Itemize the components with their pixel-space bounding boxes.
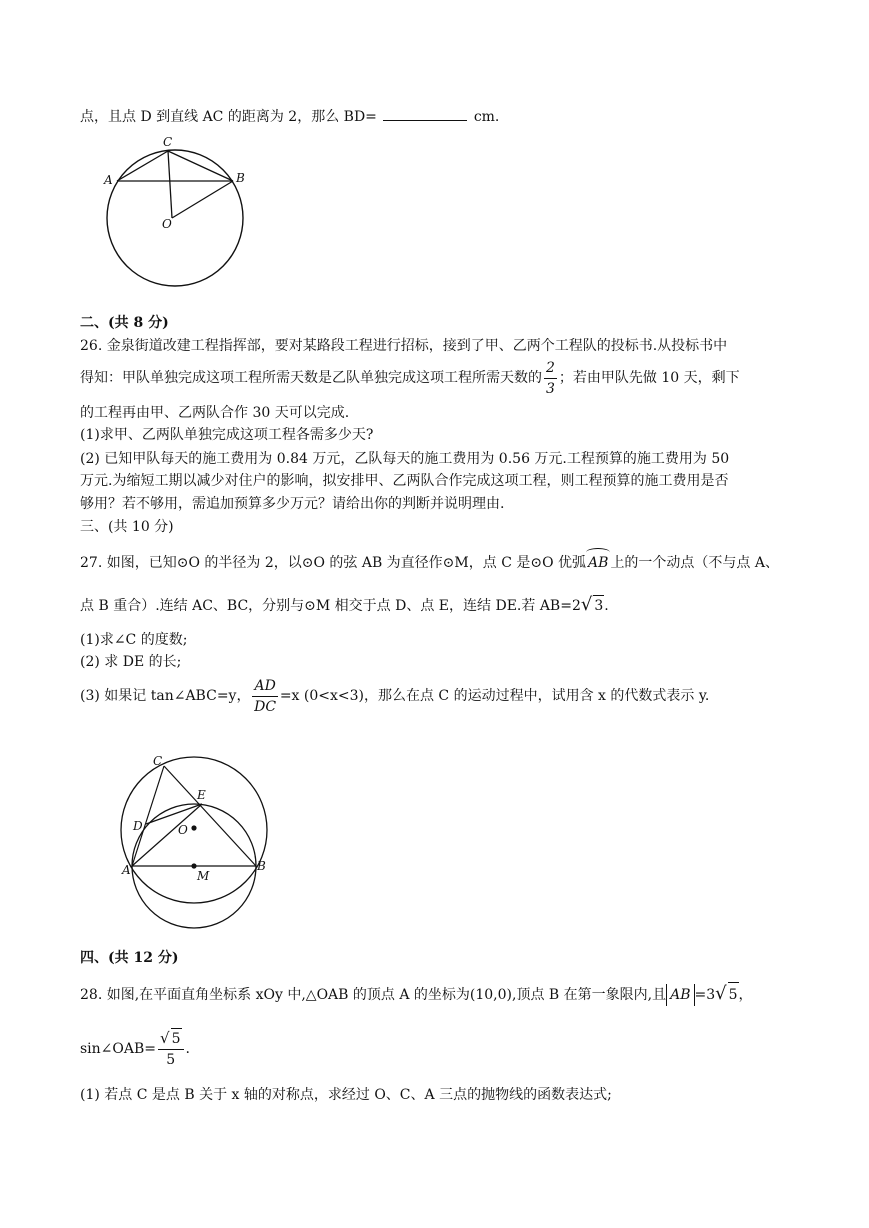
q25-text-line (80, 106, 499, 127)
label-b: B (236, 171, 245, 185)
segment-ac (132, 766, 164, 866)
label-d: D (133, 819, 143, 833)
fraction-denominator: 5 (166, 1052, 176, 1068)
q28-line-2a: sin∠OAB= (80, 1041, 157, 1057)
q27-part-1: (1)求∠C 的度数; (80, 632, 188, 648)
section-3-header: 三、(共 10 分) (80, 519, 174, 535)
fraction-numerator: AD (252, 676, 277, 697)
fraction-two-thirds (544, 358, 557, 399)
segment-co (168, 151, 172, 218)
q26-line-2 (80, 356, 740, 400)
fraction-ad-dc (252, 676, 277, 717)
q26-part-2-line-1: (2) 已知甲队每天的施工费用为 0.84 万元，乙队每天的施工费用为 0.56 万元.工程预算的施工费用为 50 (80, 451, 730, 467)
q28-line-1b: =3 (694, 987, 716, 1003)
arc-ab: AB (588, 555, 609, 571)
fraction-denominator: 3 (546, 380, 555, 397)
q27-part-3 (80, 674, 709, 718)
label-o: O (162, 217, 172, 231)
q28-line-1a: 28. 如图,在平面直角坐标系 xOy 中,△OAB 的顶点 A 的坐标为(10,0),顶点 B 在第一象限内,且 (80, 987, 667, 1003)
label-m: M (197, 869, 210, 883)
q25-text-a: 点，且点 D 到直线 AC 的距离为 2，那么 BD= (80, 109, 377, 125)
q27-part-3b: =x (0<x<3)，那么在点 C 的运动过程中，试用含 x 的代数式表示 y. (279, 688, 710, 704)
q27-line-1 (80, 553, 779, 573)
q26-line-2b: ；若由甲队先做 10 天，剩下 (558, 370, 740, 386)
label-c: C (163, 135, 173, 149)
fraction-numerator (158, 1028, 183, 1050)
q27-line-1a: 27. 如图，已知⊙O 的半径为 2，以⊙O 的弦 AB 为直径作⊙M，点 C 是⊙O 优弧 (80, 555, 587, 571)
q26-part-1: (1)求甲、乙两队单独完成这项工程各需多少天? (80, 427, 374, 443)
answer-blank (383, 106, 467, 121)
q27-line-2 (80, 595, 609, 616)
section-2-header: 二、(共 8 分) (80, 315, 169, 331)
section-4-header: 四、(共 12 分) (80, 950, 179, 966)
label-o: O (178, 823, 188, 837)
q26-line-1: 26. 金泉街道改建工程指挥部，要对某路段工程进行招标，接到了甲、乙两个工程队的投标书.从投标书中 (80, 338, 728, 354)
sqrt-radicand: 5 (171, 1028, 182, 1049)
label-c: C (153, 754, 163, 768)
fraction-denominator: DC (254, 698, 277, 715)
q27-two-circles-figure (118, 748, 278, 932)
q26-part-2-line-2: 万元.为缩短工期以减少对住户的影响，拟安排甲、乙两队合作完成这项工程，则工程预算的施工费用是否 (80, 473, 729, 489)
fraction-numerator: 2 (544, 358, 557, 379)
label-e: E (197, 788, 206, 802)
q27-line-2b: . (604, 598, 609, 614)
fraction-sqrt5-over-5 (158, 1028, 183, 1070)
q25-circle-figure (96, 132, 256, 292)
q27-line-2a: 点 B 重合）.连结 AC、BC，分别与⊙M 相交于点 D、点 E，连结 DE.若 AB=2 (80, 598, 581, 614)
segment-ac (117, 151, 168, 181)
label-b: B (257, 859, 266, 873)
sqrt-radicand: 5 (728, 982, 739, 1007)
q27-part-3a: (3) 如果记 tan∠ABC=y， (80, 688, 251, 704)
q27-line-1b: 上的一个动点（不与点 A、 (610, 555, 779, 571)
segment-ob (172, 181, 233, 218)
label-a: A (122, 863, 131, 877)
segment-cb (164, 766, 256, 866)
q28-line-2b: . (185, 1041, 190, 1057)
q27-part-2: (2) 求 DE 的长; (80, 654, 182, 670)
sqrt-icon: √ (160, 1029, 170, 1047)
q28-line-2 (80, 1026, 190, 1072)
q26-line-3: 的工程再由甲、乙两队合作 30 天可以完成. (80, 405, 350, 421)
abs-ab: AB (666, 984, 694, 1006)
q28-part-1: (1) 若点 C 是点 B 关于 x 轴的对称点，求经过 O、C、A 三点的抛物线的函数表达式; (80, 1087, 612, 1103)
circle-o (107, 150, 243, 286)
q25-text-b: cm. (473, 109, 500, 125)
point-o (191, 825, 196, 830)
q26-part-2-line-3: 够用？若不够用，需追加预算多少万元？请给出你的判断并说明理由. (80, 496, 505, 512)
q28-line-1 (80, 982, 753, 1006)
point-m (191, 863, 196, 868)
q28-line-1c: ， (738, 987, 753, 1003)
sqrt-icon: √ (580, 594, 593, 615)
sqrt-icon: √ (715, 983, 727, 1004)
label-a: A (104, 173, 113, 187)
q26-line-2a: 得知：甲队单独完成这项工程所需天数是乙队单独完成这项工程所需天数的 (80, 370, 542, 386)
sqrt-radicand: 3 (593, 595, 604, 616)
